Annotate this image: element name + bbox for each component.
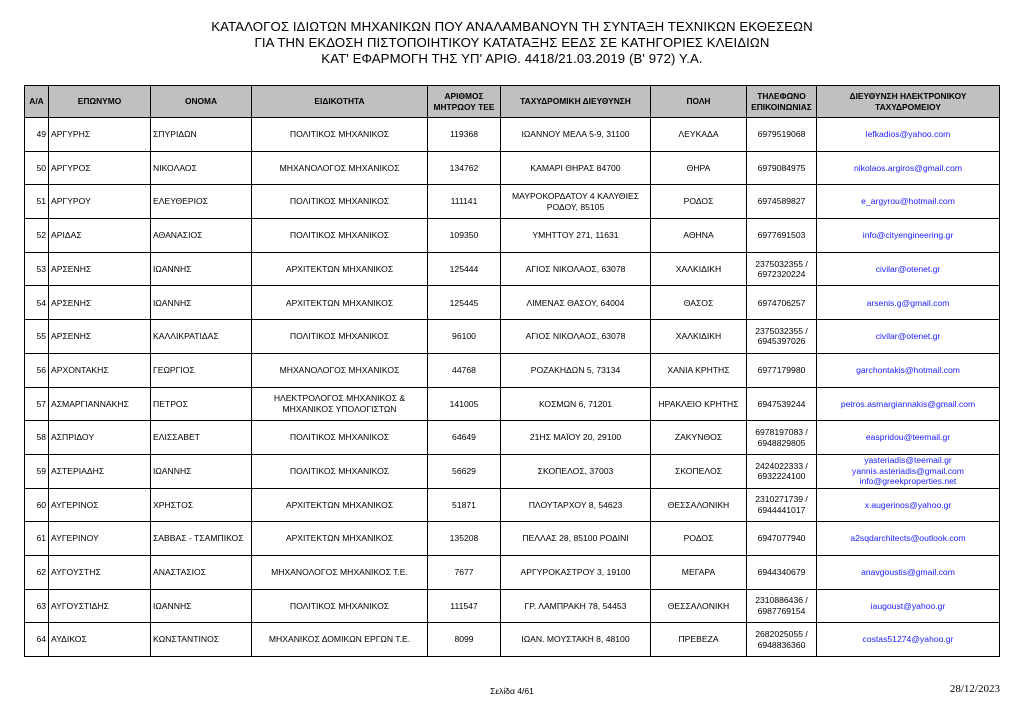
cell-reg-no: 135208 (428, 522, 501, 556)
cell-specialty: ΠΟΛΙΤΙΚΟΣ ΜΗΧΑΝΙΚΟΣ (252, 421, 428, 455)
cell-name: ΚΑΛΛΙΚΡΑΤΙΔΑΣ (151, 320, 252, 354)
cell-email[interactable]: lefkadios@yahoo.com (817, 118, 1000, 152)
cell-surname: ΑΥΓΟΥΣΤΙΔΗΣ (49, 589, 151, 623)
cell-aa: 57 (25, 387, 49, 421)
table-row (25, 118, 1000, 152)
cell-aa: 53 (25, 252, 49, 286)
cell-address: ΡΟΖΑΚΗΔΩΝ 5, 73134 (501, 353, 651, 387)
cell-email[interactable]: petros.asmargiannakis@gmail.com (817, 387, 1000, 421)
cell-specialty: ΜΗΧΑΝΟΛΟΓΟΣ ΜΗΧΑΝΙΚΟΣ Τ.Ε. (252, 555, 428, 589)
cell-specialty: ΗΛΕΚΤΡΟΛΟΓΟΣ ΜΗΧΑΝΙΚΟΣ & ΜΗΧΑΝΙΚΟΣ ΥΠΟΛΟΓΙΣΤΩΝ (252, 387, 428, 421)
cell-address: ΙΩΑΝΝΟΥ ΜΕΛΑ 5-9, 31100 (501, 118, 651, 152)
cell-email[interactable]: info@cityengineering.gr (817, 219, 1000, 253)
col-header-specialty: ΕΙΔΙΚΟΤΗΤΑ (252, 86, 428, 118)
table-row (25, 320, 1000, 354)
col-header-reg-no: ΑΡΙΘΜΟΣ ΜΗΤΡΩΟΥ ΤΕΕ (428, 86, 501, 118)
cell-surname: ΑΣΤΕΡΙΑΔΗΣ (49, 454, 151, 488)
cell-reg-no: 141005 (428, 387, 501, 421)
cell-specialty: ΑΡΧΙΤΕΚΤΩΝ ΜΗΧΑΝΙΚΟΣ (252, 252, 428, 286)
cell-city: ΑΘΗΝΑ (651, 219, 747, 253)
cell-email[interactable]: civilar@otenet.gr (817, 320, 1000, 354)
table-row (25, 555, 1000, 589)
title-line-2: ΓΙΑ ΤΗΝ ΕΚΔΟΣΗ ΠΙΣΤΟΠΟΙΗΤΙΚΟΥ ΚΑΤΑΤΑΞΗΣ ΕΕΔΣ ΣΕ ΚΑΤΗΓΟΡΙΕΣ ΚΛΕΙΔΙΩΝ (254, 35, 770, 50)
cell-aa: 52 (25, 219, 49, 253)
cell-aa: 62 (25, 555, 49, 589)
cell-phone: 6977691503 (747, 219, 817, 253)
table-row (25, 219, 1000, 253)
cell-email[interactable]: a2sqdarchitects@outlook.com (817, 522, 1000, 556)
table-row (25, 522, 1000, 556)
cell-city: ΗΡΑΚΛΕΙΟ ΚΡΗΤΗΣ (651, 387, 747, 421)
engineers-table (24, 85, 1000, 657)
cell-name: ΕΛΕΥΘΕΡΙΟΣ (151, 185, 252, 219)
cell-aa: 64 (25, 623, 49, 657)
cell-name: ΙΩΑΝΝΗΣ (151, 252, 252, 286)
cell-city: ΘΗΡΑ (651, 151, 747, 185)
cell-phone: 2424022333 / 6932224100 (747, 454, 817, 488)
cell-surname: ΑΡΧΟΝΤΑΚΗΣ (49, 353, 151, 387)
cell-reg-no: 111141 (428, 185, 501, 219)
cell-reg-no: 8099 (428, 623, 501, 657)
cell-phone: 6979519068 (747, 118, 817, 152)
cell-email[interactable]: iaugoust@yahoo.gr (817, 589, 1000, 623)
table-row (25, 286, 1000, 320)
cell-surname: ΑΡΓΥΡΟΥ (49, 185, 151, 219)
cell-aa: 54 (25, 286, 49, 320)
cell-surname: ΑΥΓΕΡΙΝΟΣ (49, 488, 151, 522)
table-row (25, 488, 1000, 522)
cell-email[interactable]: anavgoustis@gmail.com (817, 555, 1000, 589)
cell-city: ΘΑΣΟΣ (651, 286, 747, 320)
cell-name: ΠΕΤΡΟΣ (151, 387, 252, 421)
title-line-1: ΚΑΤΑΛΟΓΟΣ ΙΔΙΩΤΩΝ ΜΗΧΑΝΙΚΩΝ ΠΟΥ ΑΝΑΛΑΜΒΑΝΟΥΝ ΤΗ ΣΥΝΤΑΞΗ ΤΕΧΝΙΚΩΝ ΕΚΘΕΣΕΩΝ (211, 19, 813, 34)
cell-phone: 6947539244 (747, 387, 817, 421)
cell-reg-no: 119368 (428, 118, 501, 152)
cell-specialty: ΠΟΛΙΤΙΚΟΣ ΜΗΧΑΝΙΚΟΣ (252, 320, 428, 354)
cell-name: ΚΩΝΣΤΑΝΤΙΝΟΣ (151, 623, 252, 657)
cell-specialty: ΠΟΛΙΤΙΚΟΣ ΜΗΧΑΝΙΚΟΣ (252, 589, 428, 623)
cell-reg-no: 96100 (428, 320, 501, 354)
cell-surname: ΑΡΣΕΝΗΣ (49, 320, 151, 354)
cell-reg-no: 125444 (428, 252, 501, 286)
cell-reg-no: 125445 (428, 286, 501, 320)
cell-email[interactable]: yasteriadis@teemail.gr yannis.asteriadis@gmail.com info@greekproperties.net (817, 454, 1000, 488)
cell-specialty: ΑΡΧΙΤΕΚΤΩΝ ΜΗΧΑΝΙΚΟΣ (252, 286, 428, 320)
cell-reg-no: 109350 (428, 219, 501, 253)
cell-specialty: ΜΗΧΑΝΟΛΟΓΟΣ ΜΗΧΑΝΙΚΟΣ (252, 353, 428, 387)
cell-specialty: ΠΟΛΙΤΙΚΟΣ ΜΗΧΑΝΙΚΟΣ (252, 219, 428, 253)
cell-address: ΜΑΥΡΟΚΟΡΔΑΤΟΥ 4 ΚΑΛΥΘΙΕΣ ΡΟΔΟΥ, 85105 (501, 185, 651, 219)
cell-phone: 2375032355 / 6972320224 (747, 252, 817, 286)
cell-email[interactable]: easpridou@teemail.gr (817, 421, 1000, 455)
table-body (25, 118, 1000, 657)
cell-address: ΥΜΗΤΤΟΥ 271, 11631 (501, 219, 651, 253)
cell-address: ΚΑΜΑΡΙ ΘΗΡΑΣ 84700 (501, 151, 651, 185)
col-header-name: ΟΝΟΜΑ (151, 86, 252, 118)
cell-email[interactable]: nikolaos.argiros@gmail.com (817, 151, 1000, 185)
table-row (25, 589, 1000, 623)
cell-email[interactable]: arsenis.g@gmail.com (817, 286, 1000, 320)
cell-address: ΠΕΛΛΑΣ 28, 85100 ΡΟΔΙΝΙ (501, 522, 651, 556)
cell-aa: 50 (25, 151, 49, 185)
col-header-aa: Α/Α (25, 86, 49, 118)
cell-city: ΧΑΛΚΙΔΙΚΗ (651, 252, 747, 286)
cell-reg-no: 7677 (428, 555, 501, 589)
cell-address: ΣΚΟΠΕΛΟΣ, 37003 (501, 454, 651, 488)
cell-name: ΙΩΑΝΝΗΣ (151, 454, 252, 488)
title-line-3: ΚΑΤ' ΕΦΑΡΜΟΓΗ ΤΗΣ ΥΠ' ΑΡΙΘ. 4418/21.03.2019 (Β' 972) Υ.Α. (321, 51, 703, 66)
cell-address: ΛΙΜΕΝΑΣ ΘΑΣΟΥ, 64004 (501, 286, 651, 320)
cell-specialty: ΑΡΧΙΤΕΚΤΩΝ ΜΗΧΑΝΙΚΟΣ (252, 488, 428, 522)
cell-surname: ΑΣΠΡΙΔΟΥ (49, 421, 151, 455)
cell-aa: 60 (25, 488, 49, 522)
cell-city: ΜΕΓΑΡΑ (651, 555, 747, 589)
cell-address: 21ΗΣ ΜΑΪΟΥ 20, 29100 (501, 421, 651, 455)
cell-aa: 51 (25, 185, 49, 219)
cell-city: ΠΡΕΒΕΖΑ (651, 623, 747, 657)
cell-name: ΙΩΑΝΝΗΣ (151, 589, 252, 623)
cell-phone: 6944340679 (747, 555, 817, 589)
cell-city: ΧΑΝΙΑ ΚΡΗΤΗΣ (651, 353, 747, 387)
cell-email[interactable]: costas51274@yahoo.gr (817, 623, 1000, 657)
cell-specialty: ΠΟΛΙΤΙΚΟΣ ΜΗΧΑΝΙΚΟΣ (252, 454, 428, 488)
cell-city: ΛΕΥΚΑΔΑ (651, 118, 747, 152)
col-header-city: ΠΟΛΗ (651, 86, 747, 118)
cell-specialty: ΜΗΧΑΝΟΛΟΓΟΣ ΜΗΧΑΝΙΚΟΣ (252, 151, 428, 185)
cell-name: ΑΝΑΣΤΑΣΙΟΣ (151, 555, 252, 589)
cell-email[interactable]: x.augerinos@yahoo.gr (817, 488, 1000, 522)
cell-specialty: ΠΟΛΙΤΙΚΟΣ ΜΗΧΑΝΙΚΟΣ (252, 118, 428, 152)
cell-name: ΙΩΑΝΝΗΣ (151, 286, 252, 320)
cell-phone: 2682025055 / 6948836360 (747, 623, 817, 657)
cell-city: ΘΕΣΣΑΛΟΝΙΚΗ (651, 488, 747, 522)
cell-surname: ΑΡΙΔΑΣ (49, 219, 151, 253)
cell-surname: ΑΡΣΕΝΗΣ (49, 286, 151, 320)
cell-phone: 2310886436 / 6987769154 (747, 589, 817, 623)
cell-surname: ΑΥΓΟΥΣΤΗΣ (49, 555, 151, 589)
cell-aa: 58 (25, 421, 49, 455)
cell-phone: 6978197083 / 6948829805 (747, 421, 817, 455)
table-row (25, 151, 1000, 185)
cell-specialty: ΜΗΧΑΝΙΚΟΣ ΔΟΜΙΚΩΝ ΕΡΓΩΝ Τ.Ε. (252, 623, 428, 657)
cell-name: ΕΛΙΣΣΑΒΕΤ (151, 421, 252, 455)
cell-aa: 56 (25, 353, 49, 387)
cell-address: ΑΓΙΟΣ ΝΙΚΟΛΑΟΣ, 63078 (501, 252, 651, 286)
cell-reg-no: 51871 (428, 488, 501, 522)
cell-reg-no: 134762 (428, 151, 501, 185)
cell-phone: 6979084975 (747, 151, 817, 185)
cell-aa: 61 (25, 522, 49, 556)
cell-email[interactable]: e_argyrou@hotmail.com (817, 185, 1000, 219)
col-header-email: ΔΙΕΥΘΥΝΣΗ ΗΛΕΚΤΡΟΝΙΚΟΥ ΤΑΧΥΔΡΟΜΕΙΟΥ (817, 86, 1000, 118)
table-row (25, 623, 1000, 657)
cell-phone: 2310271739 / 6944441017 (747, 488, 817, 522)
cell-name: ΓΕΩΡΓΙΟΣ (151, 353, 252, 387)
table-row (25, 353, 1000, 387)
cell-phone: 6977179980 (747, 353, 817, 387)
cell-name: ΣΠΥΡΙΔΩΝ (151, 118, 252, 152)
cell-address: ΠΛΟΥΤΑΡΧΟΥ 8, 54623 (501, 488, 651, 522)
cell-phone: 6974589827 (747, 185, 817, 219)
cell-surname: ΑΣΜΑΡΓΙΑΝΝΑΚΗΣ (49, 387, 151, 421)
cell-reg-no: 44768 (428, 353, 501, 387)
cell-city: ΡΟΔΟΣ (651, 185, 747, 219)
page-number: Σελίδα 4/61 (490, 686, 534, 696)
cell-name: ΑΘΑΝΑΣΙΟΣ (151, 219, 252, 253)
cell-aa: 55 (25, 320, 49, 354)
cell-email[interactable]: garchontakis@hotmail.com (817, 353, 1000, 387)
cell-address: ΑΓΙΟΣ ΝΙΚΟΛΑΟΣ, 63078 (501, 320, 651, 354)
col-header-address: ΤΑΧΥΔΡΟΜΙΚΗ ΔΙΕΥΘΥΝΣΗ (501, 86, 651, 118)
cell-reg-no: 111547 (428, 589, 501, 623)
cell-city: ΡΟΔΟΣ (651, 522, 747, 556)
footer-date: 28/12/2023 (949, 683, 1000, 695)
cell-address: ΙΩΑΝ. ΜΟΥΣΤΑΚΗ 8, 48100 (501, 623, 651, 657)
col-header-surname: ΕΠΩΝΥΜΟ (49, 86, 151, 118)
cell-surname: ΑΡΓΥΡΟΣ (49, 151, 151, 185)
cell-address: ΓΡ. ΛΑΜΠΡΑΚΗ 78, 54453 (501, 589, 651, 623)
cell-surname: ΑΡΓΥΡΗΣ (49, 118, 151, 152)
cell-surname: ΑΥΓΕΡΙΝΟΥ (49, 522, 151, 556)
table-row (25, 185, 1000, 219)
col-header-phone: ΤΗΛΕΦΩΝΟ ΕΠΙΚΟΙΝΩΝΙΑΣ (747, 86, 817, 118)
cell-phone: 2375032355 / 6945397026 (747, 320, 817, 354)
cell-specialty: ΠΟΛΙΤΙΚΟΣ ΜΗΧΑΝΙΚΟΣ (252, 185, 428, 219)
table-row (25, 454, 1000, 488)
cell-reg-no: 64649 (428, 421, 501, 455)
cell-reg-no: 56629 (428, 454, 501, 488)
cell-phone: 6947077940 (747, 522, 817, 556)
cell-address: ΑΡΓΥΡΟΚΑΣΤΡΟΥ 3, 19100 (501, 555, 651, 589)
cell-name: ΣΑΒΒΑΣ - ΤΣΑΜΠΙΚΟΣ (151, 522, 252, 556)
cell-city: ΣΚΟΠΕΛΟΣ (651, 454, 747, 488)
cell-city: ΘΕΣΣΑΛΟΝΙΚΗ (651, 589, 747, 623)
table-row (25, 421, 1000, 455)
cell-surname: ΑΡΣΕΝΗΣ (49, 252, 151, 286)
cell-city: ΖΑΚΥΝΘΟΣ (651, 421, 747, 455)
document-title (0, 19, 1024, 67)
table-row (25, 387, 1000, 421)
table-row (25, 252, 1000, 286)
table-header-row (25, 86, 1000, 118)
cell-specialty: ΑΡΧΙΤΕΚΤΩΝ ΜΗΧΑΝΙΚΟΣ (252, 522, 428, 556)
cell-aa: 49 (25, 118, 49, 152)
cell-phone: 6974706257 (747, 286, 817, 320)
cell-name: ΧΡΗΣΤΟΣ (151, 488, 252, 522)
cell-aa: 63 (25, 589, 49, 623)
cell-surname: ΑΥΔΙΚΟΣ (49, 623, 151, 657)
cell-city: ΧΑΛΚΙΔΙΚΗ (651, 320, 747, 354)
cell-email[interactable]: civilar@otenet.gr (817, 252, 1000, 286)
cell-aa: 59 (25, 454, 49, 488)
cell-address: ΚΟΣΜΩΝ 6, 71201 (501, 387, 651, 421)
cell-name: ΝΙΚΟΛΑΟΣ (151, 151, 252, 185)
